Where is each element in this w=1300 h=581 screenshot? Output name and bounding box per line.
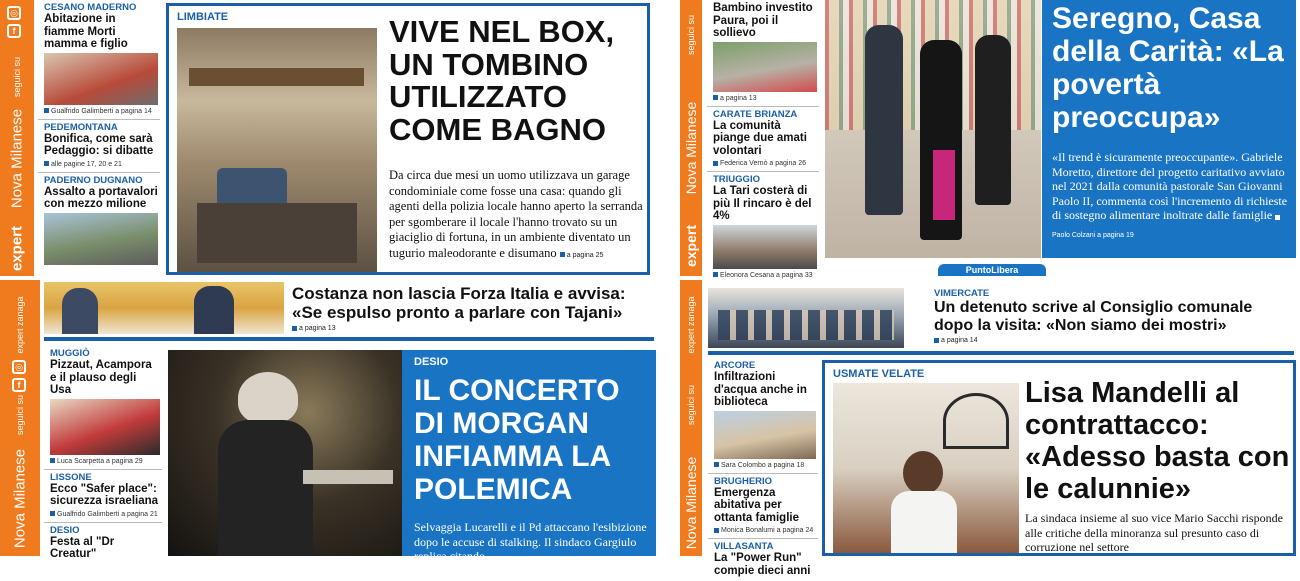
sidebar-item[interactable] xyxy=(38,0,160,120)
sidebar-item[interactable] xyxy=(707,0,819,107)
brand-title: Nova Milanese xyxy=(8,108,26,209)
sidebar-headline: Bambino investito Paura, poi il sollievo xyxy=(713,2,813,39)
concert-photo xyxy=(168,350,402,556)
street-photo xyxy=(713,42,817,92)
sidebar-kicker: VILLASANTA xyxy=(714,541,774,552)
garage-photo xyxy=(177,28,377,272)
council-photo xyxy=(713,225,817,269)
sidebar-item[interactable] xyxy=(708,474,818,540)
sidebar-item[interactable] xyxy=(44,470,162,523)
main-lead: La sindaca insieme al suo vice Mario Sacchi risponde alle critiche della minoranza sul presunto caso di corruzione nel settore xyxy=(1025,511,1283,554)
sidebar-kicker: BRUGHERIO xyxy=(714,475,773,487)
social-icons xyxy=(12,360,26,392)
sidebar-kicker: CARATE BRIANZA xyxy=(713,108,798,120)
facebook-icon[interactable]: f xyxy=(7,24,21,38)
brand-alt: expert xyxy=(8,225,26,272)
sidebar-item[interactable] xyxy=(44,523,162,565)
main-story[interactable] xyxy=(822,360,1296,556)
politics-photo xyxy=(44,282,284,334)
sidebar-item[interactable] xyxy=(707,172,819,283)
sidebar-headline: Abitazione in fiamme Morti mamma e figlio xyxy=(44,13,128,50)
sidebar-headline: Bonifica, come sarà Pedaggio: si dibatte xyxy=(44,132,154,157)
sidebar-item[interactable] xyxy=(38,120,160,173)
brand-title: Nova Milanese xyxy=(683,101,699,195)
road-photo xyxy=(44,213,158,265)
sidebar-kicker: PEDEMONTANA xyxy=(44,121,118,133)
sidebar-item[interactable] xyxy=(38,173,160,269)
top-ref[interactable]: a pagina 14 xyxy=(934,337,1294,344)
front-page-2[interactable] xyxy=(680,0,1300,279)
main-story[interactable] xyxy=(402,350,656,563)
sidebar-headline: Ecco "Safer place": sicurezza israeliana xyxy=(50,482,159,507)
main-ref[interactable]: a pagina 25 xyxy=(560,252,604,259)
sidebar-headline: Pizzaut, Acampora e il plauso degli Usa xyxy=(50,359,152,396)
brand-title: Nova Milanese xyxy=(11,448,29,549)
sidebar-credit: Monica Bonalumi a pagina 24 xyxy=(714,527,816,534)
sponsor-label: expert zanaga xyxy=(686,296,696,354)
sidebar-headline: Assalto a portavalori con mezzo milione xyxy=(44,185,158,210)
sidebar-kicker: LISSONE xyxy=(50,471,92,483)
front-page-4[interactable] xyxy=(680,280,1300,577)
sidebar-headline: Infiltrazioni d'acqua anche in biblioteca xyxy=(714,371,807,408)
sponsor-label: expert zanaga xyxy=(15,296,25,354)
sidebar-headline: La comunità piange due amati volontari xyxy=(713,119,807,157)
fire-photo xyxy=(44,53,158,105)
sidebar-headline: La Tari costerà di più Il rincaro è del 4% xyxy=(713,185,812,222)
main-story[interactable] xyxy=(1042,0,1296,258)
sidebar-item[interactable] xyxy=(44,346,162,470)
group-photo xyxy=(708,288,904,348)
main-lead: Selvaggia Lucarelli e il Pd attaccano l'esibizione dopo le accuse di stalking. Il sindaco Gargiulo replica citando xyxy=(414,520,647,563)
sidebar-credit: Sara Colombo a pagina 18 xyxy=(714,462,816,469)
top-ref[interactable]: a pagina 13 xyxy=(292,325,654,332)
front-page-1[interactable] xyxy=(0,0,655,276)
main-ref[interactable]: Paolo Colzani a pagina 19 xyxy=(1052,214,1282,239)
divider xyxy=(44,337,654,341)
sidebar-credit: a pagina 13 xyxy=(713,95,817,102)
main-story[interactable] xyxy=(166,3,650,275)
top-story[interactable] xyxy=(934,288,1294,344)
sidebar-credit: Gualfrido Galimberti a pagina 14 xyxy=(44,108,158,115)
main-headline[interactable]: Seregno, Casa della Carità: «La povertà preoccupa» xyxy=(1052,2,1284,134)
sidebar xyxy=(44,346,162,560)
sidebar-item[interactable] xyxy=(708,539,818,581)
brand-alt: expert xyxy=(683,224,699,268)
pizzaut-photo xyxy=(50,399,160,455)
sidebar xyxy=(707,0,819,279)
instagram-icon[interactable]: ◎ xyxy=(12,360,26,374)
sidebar-credit: Luca Scarpetta a pagina 29 xyxy=(50,458,160,465)
footer-badge[interactable]: PuntoLibera xyxy=(938,264,1046,276)
main-headline[interactable]: IL CONCERTO DI MORGAN INFIAMMA LA POLEMICA xyxy=(414,374,620,506)
mayor-photo xyxy=(833,383,1019,553)
facebook-icon[interactable]: f xyxy=(12,378,26,392)
main-kicker: USMATE VELATE xyxy=(833,368,925,380)
social-label: seguici su xyxy=(686,14,696,56)
main-headline[interactable]: VIVE NEL BOX, UN TOMBINO UTILIZZATO COME BAGNO xyxy=(389,14,615,147)
library-photo xyxy=(714,411,816,459)
top-headline[interactable]: Costanza non lascia Forza Italia e avvisa: «Se espulso pronto a parlare con Tajani» xyxy=(292,284,626,322)
sidebar xyxy=(38,0,160,276)
sidebar-item[interactable] xyxy=(708,358,818,474)
main-headline[interactable]: Lisa Mandelli al contrattacco: «Adesso basta con le calunnie» xyxy=(1025,377,1290,505)
brand-spine xyxy=(0,0,34,276)
main-kicker: LIMBIATE xyxy=(177,11,229,23)
sidebar-headline: La "Power Run" compie dieci anni xyxy=(714,552,811,577)
sidebar-kicker: TRIUGGIO xyxy=(713,174,760,185)
brand-title: Nova Milanese xyxy=(683,456,699,550)
instagram-icon[interactable]: ◎ xyxy=(7,6,21,20)
main-lead: «Il trend è sicuramente preoccupante». Gabriele Moretto, direttore del progetto caritativo avviato nel 2021 dalla comunità pastorale San Giovanni Paolo II, commenta così l'incremento di richieste di sostegno alimentare inoltrate dalle famiglie Paolo Colzani a pagina 19 xyxy=(1052,150,1288,239)
main-kicker: DESIO xyxy=(414,356,449,368)
sidebar-credit: alle pagine 17, 20 e 21 xyxy=(44,161,158,168)
sidebar-credit: Eleonora Cesana a pagina 33 xyxy=(713,272,817,279)
social-label: seguici su xyxy=(12,56,22,98)
top-kicker: VIMERCATE xyxy=(934,288,990,299)
sidebar-credit: Federica Vernò a pagina 26 xyxy=(713,160,817,167)
sidebar-credit: Gualfrido Galimberti a pagina 21 xyxy=(50,511,160,518)
brand-spine xyxy=(680,280,702,556)
sidebar-kicker: DESIO xyxy=(50,524,80,536)
sidebar-item[interactable] xyxy=(707,107,819,173)
sidebar-kicker: MUGGIÒ xyxy=(50,348,90,359)
top-headline[interactable]: Un detenuto scrive al Consiglio comunale dopo la visita: «Non siamo dei mostri» xyxy=(934,299,1253,334)
brand-spine xyxy=(0,280,40,556)
sidebar-headline: Emergenza abitativa per ottanta famiglie xyxy=(714,486,799,524)
social-icons xyxy=(7,6,21,38)
social-label: seguici su xyxy=(686,384,696,426)
main-lead: Da circa due mesi un uomo utilizzava un garage condominiale come fosse una casa: quando gli agenti della polizia locale hanno aperto la serranda per sgomberare il locale l'hanno trovato su un giaciglio di fortuna, in un ambiente diventato un tugurio maleodorante e disumano a pagina 25 xyxy=(389,168,643,260)
charity-photo xyxy=(825,0,1041,258)
sidebar-headline: Festa al "Dr Creatur" xyxy=(50,535,115,560)
sidebar-kicker: PADERNO DUGNANO xyxy=(44,174,143,186)
front-page-3[interactable] xyxy=(0,280,660,563)
social-label: seguici su xyxy=(15,394,25,436)
sidebar-kicker: CESANO MADERNO xyxy=(44,2,137,13)
sidebar xyxy=(708,358,818,577)
brand-spine xyxy=(680,0,702,276)
sidebar-kicker: ARCORE xyxy=(714,360,756,371)
divider xyxy=(708,351,1294,355)
top-story[interactable] xyxy=(292,284,654,332)
